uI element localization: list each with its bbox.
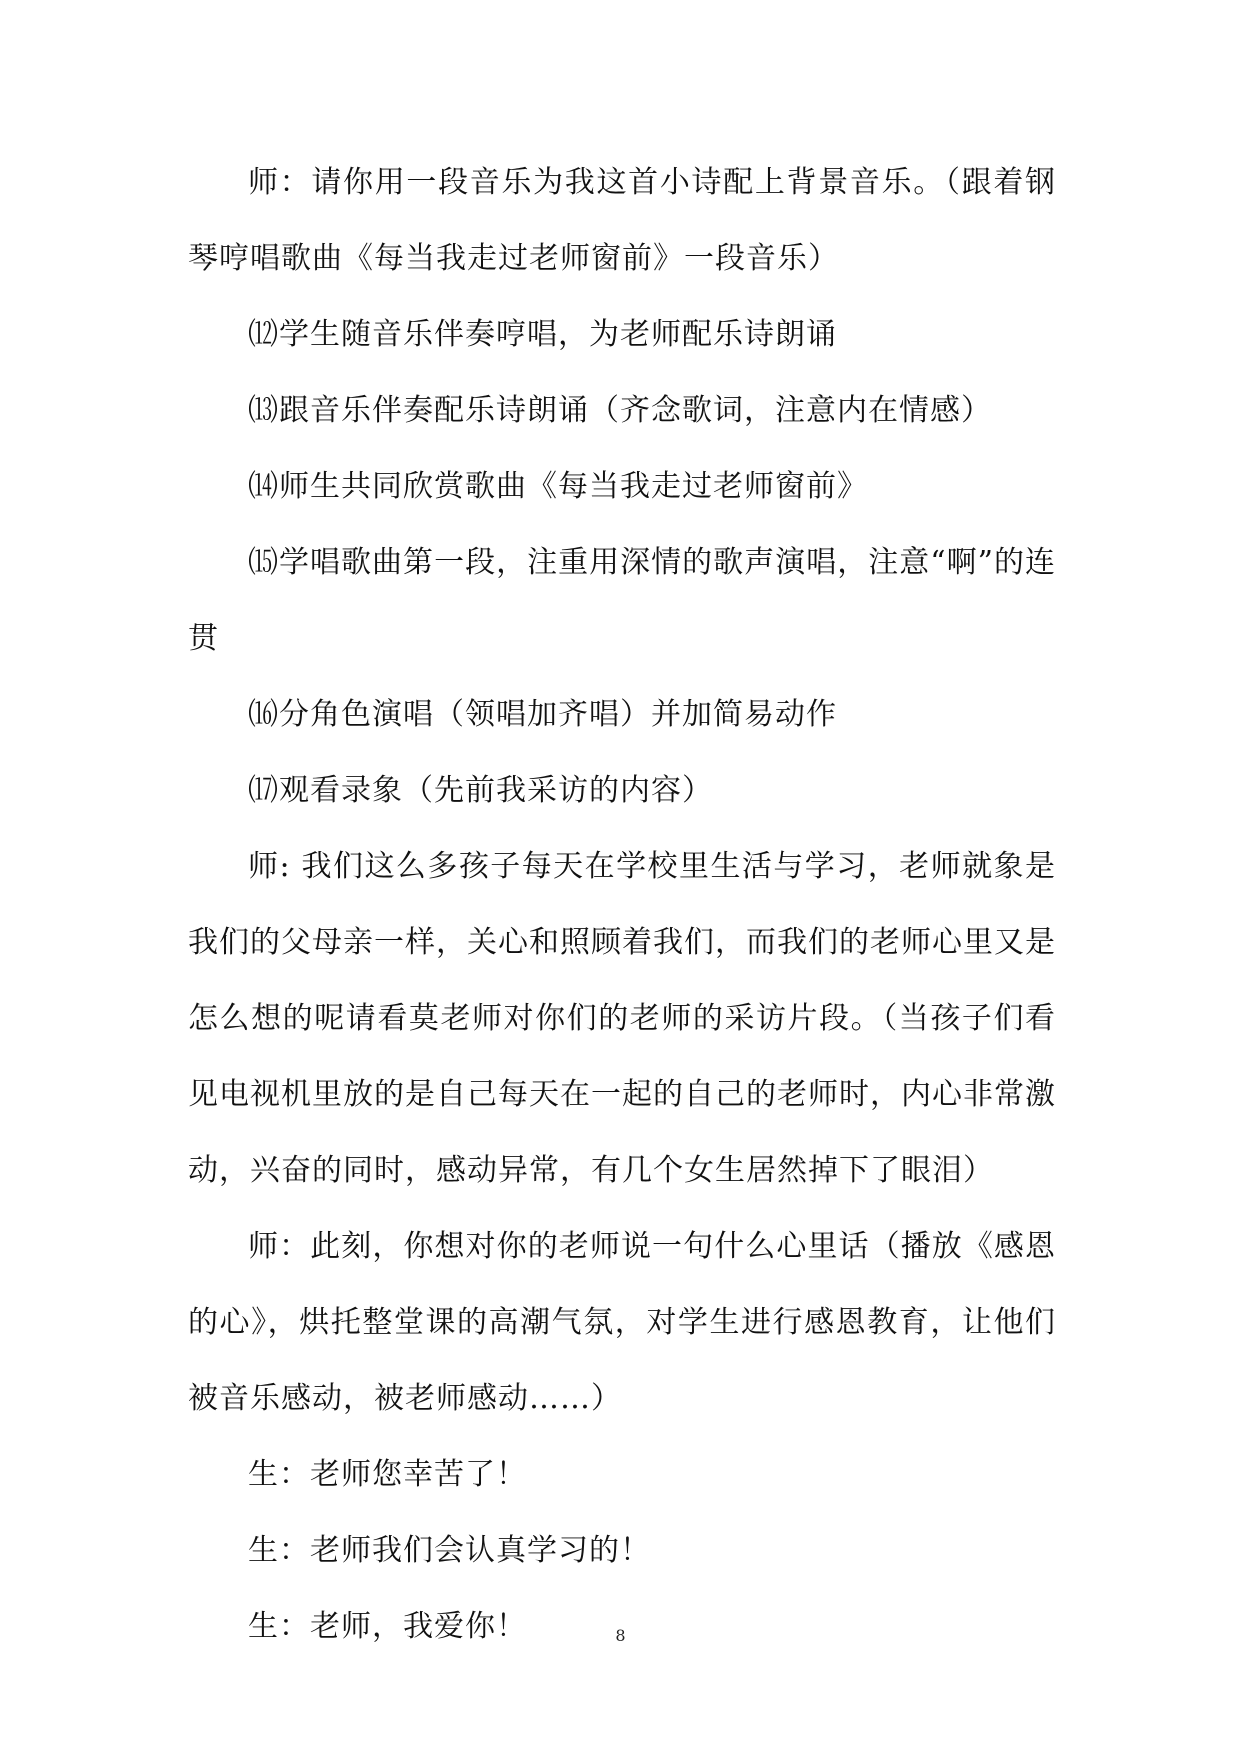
document-body xyxy=(188,145,1056,1665)
paragraph-step-14: ⒁师生共同欣赏歌曲《每当我走过老师窗前》 xyxy=(248,469,868,504)
paragraph-teacher-instruction: 师：请你用一段音乐为我这首小诗配上背景音乐。（跟着钢琴哼唱歌曲《每当我走过老师窗前》一段音乐） xyxy=(188,165,1056,276)
paragraph-student-response-3: 生：老师，我爱你！ xyxy=(248,1609,527,1644)
paragraph-step-17: ⒄观看录象（先前我采访的内容） xyxy=(248,773,713,808)
paragraph-step-15: ⒂学唱歌曲第一段，注重用深情的歌声演唱，注意“啊”的连贯 xyxy=(188,545,1056,656)
paragraph-step-16: ⒃分角色演唱（领唱加齐唱）并加简易动作 xyxy=(248,697,837,732)
paragraph-teacher-video: 师: 我们这么多孩子每天在学校里生活与学习，老师就象是我们的父母亲一样，关心和照顾着我们，而我们的老师心里又是怎么想的呢请看莫老师对你们的老师的采访片段。（当孩子们看见电视机里放的是自己每天在一起的自己的老师时，内心非常激动，兴奋的同时，感动异常，有几个女生居然掉下了眼泪） xyxy=(188,849,1056,1188)
paragraph-step-13: ⒀跟音乐伴奏配乐诗朗诵（齐念歌词，注意内在情感） xyxy=(248,393,992,428)
paragraph-student-response-2: 生：老师我们会认真学习的！ xyxy=(248,1533,651,1568)
paragraph-teacher-gratitude: 师：此刻，你想对你的老师说一句什么心里话（播放《感恩的心》，烘托整堂课的高潮气氛，对学生进行感恩教育，让他们被音乐感动，被老师感动……） xyxy=(188,1229,1056,1416)
page-number: 8 xyxy=(615,1626,626,1645)
paragraph-step-12: ⑿学生随音乐伴奏哼唱，为老师配乐诗朗诵 xyxy=(248,317,837,352)
paragraph-student-response-1: 生：老师您幸苦了！ xyxy=(248,1457,527,1492)
